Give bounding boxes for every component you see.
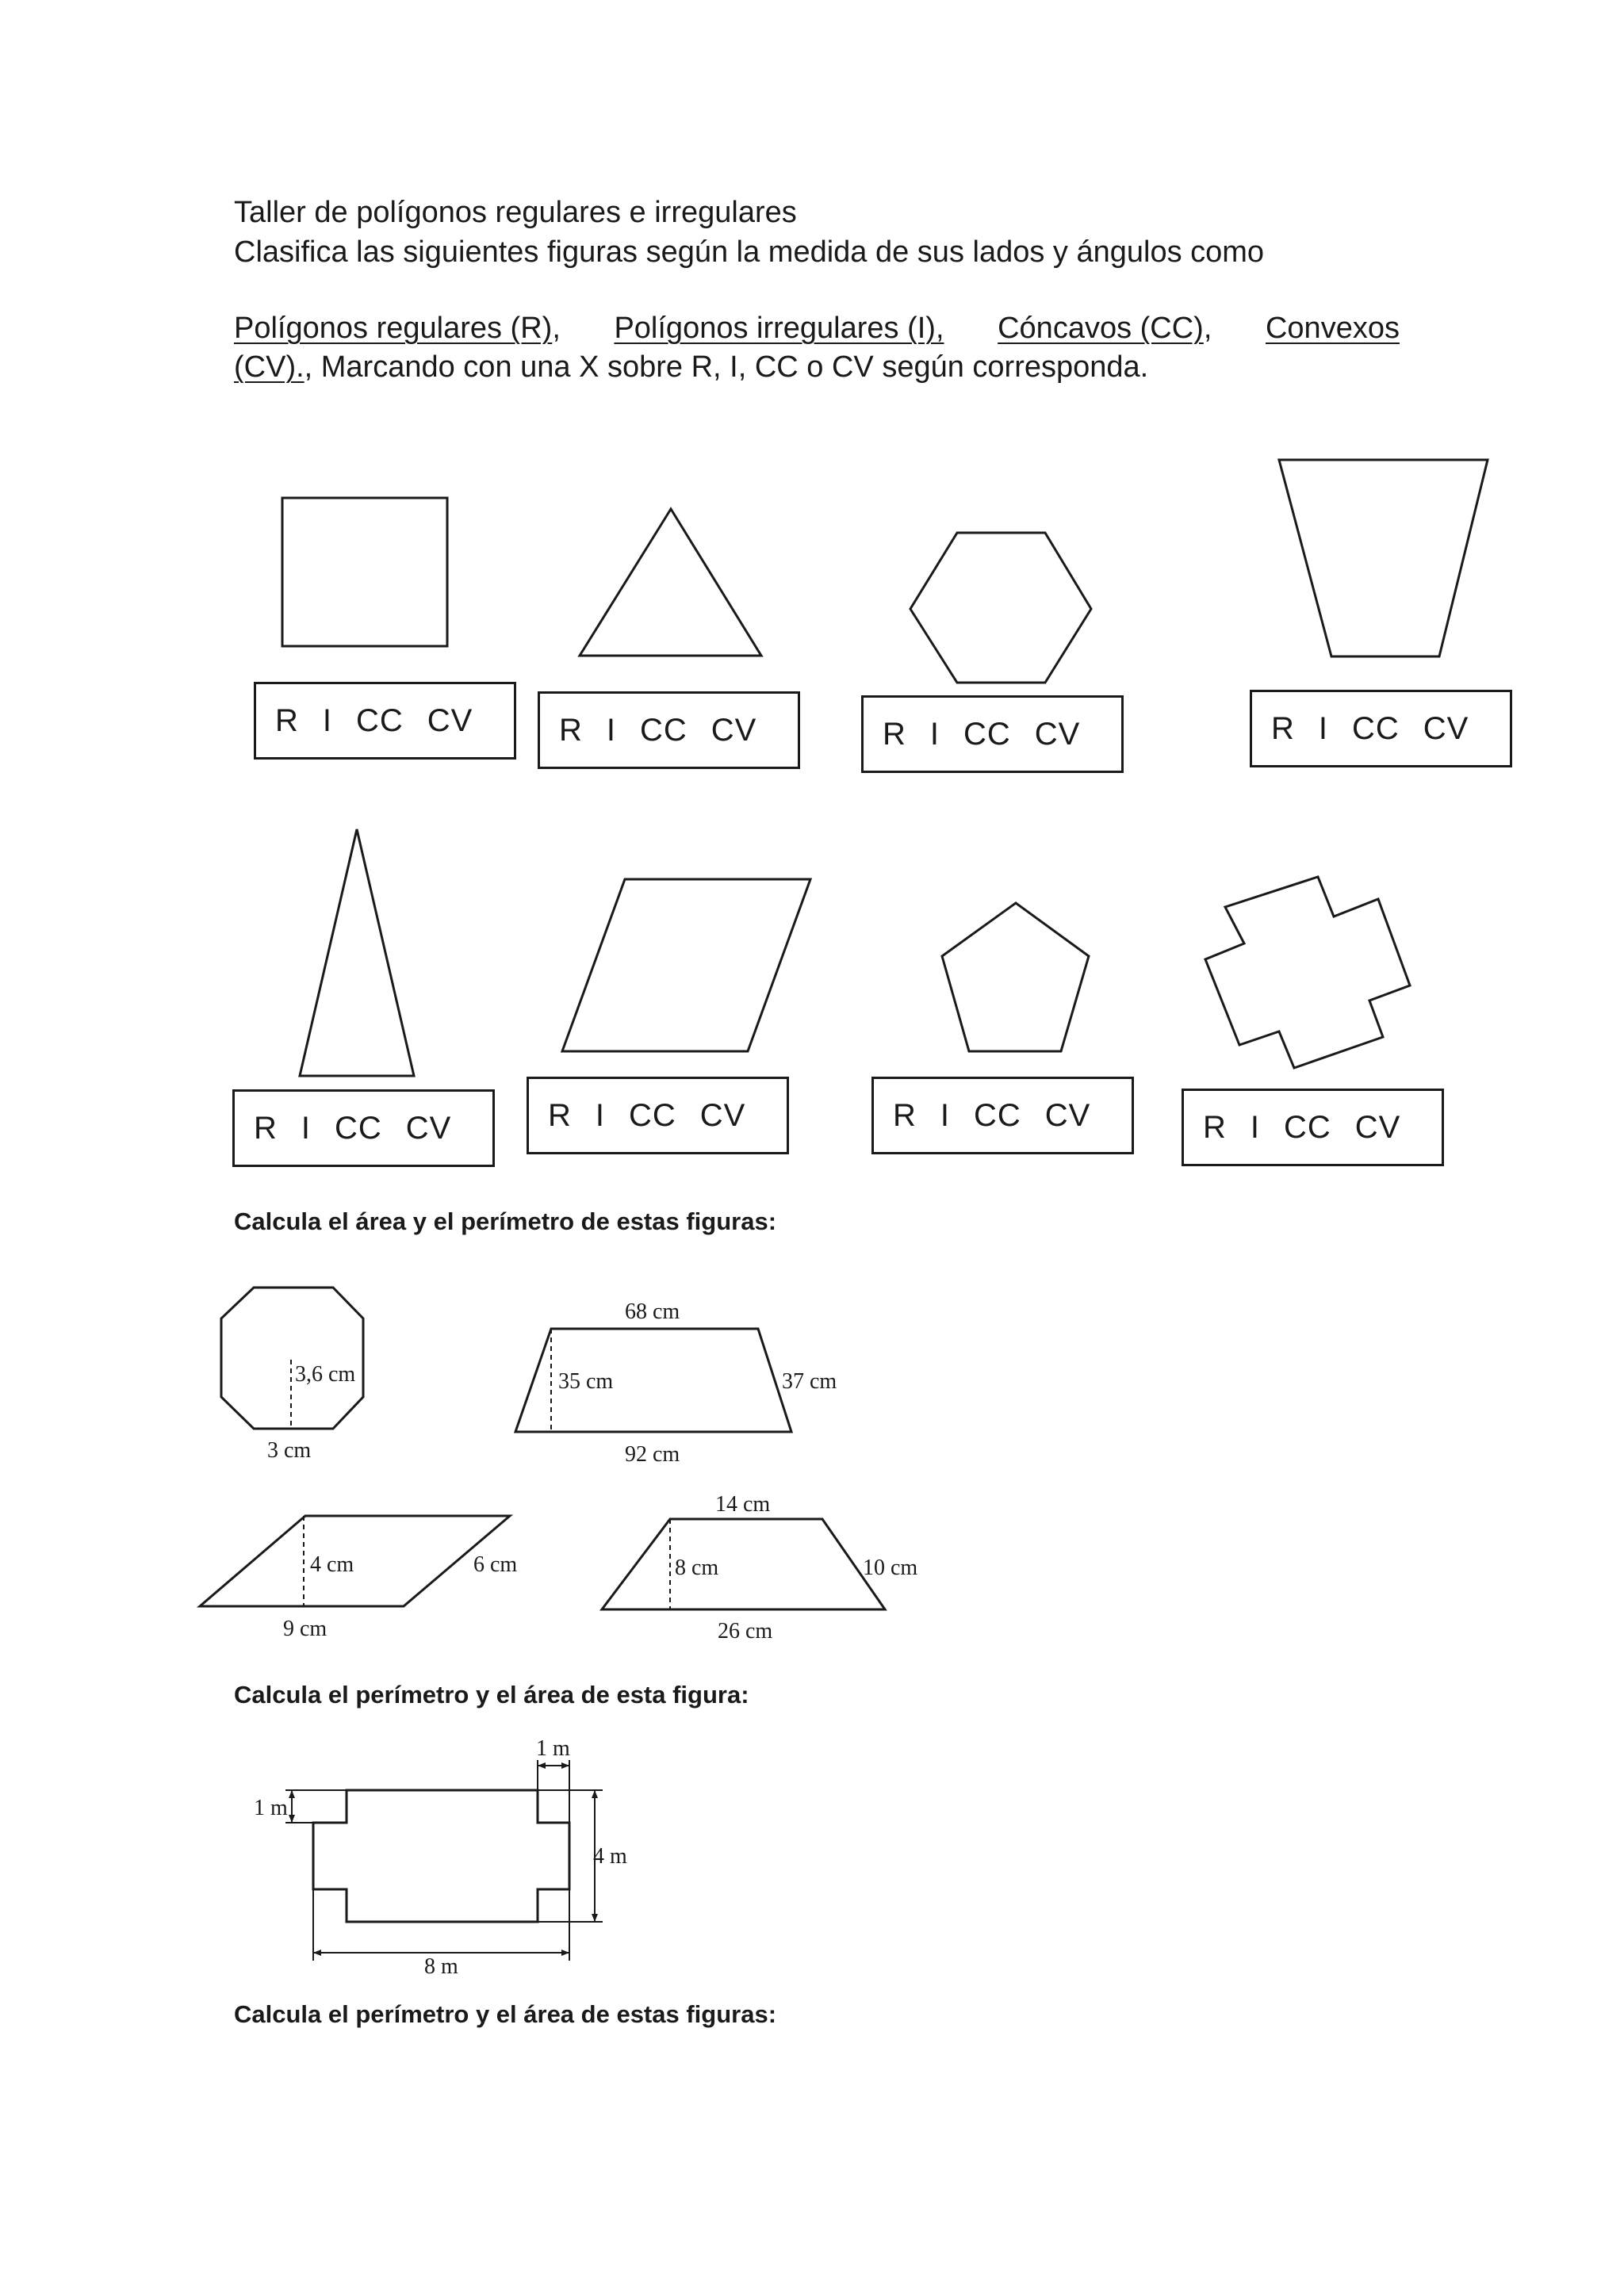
option-cv[interactable]: CV — [1034, 716, 1081, 752]
worksheet-instruction: Clasifica las siguientes figuras según la medida de sus lados y ángulos como — [234, 235, 1265, 269]
option-r[interactable]: R — [1203, 1109, 1227, 1145]
category-concave: Cóncavos (CC) — [998, 312, 1204, 345]
notch-top-label: 1 m — [536, 1736, 570, 1761]
option-i[interactable]: I — [301, 1110, 312, 1146]
arrow-icon — [313, 1950, 321, 1956]
trapezoid-a-top-label: 68 cm — [625, 1299, 680, 1324]
option-cc[interactable]: CC — [1284, 1109, 1331, 1145]
pentagon-shape — [942, 903, 1089, 1051]
parallelogram-height-label: 4 cm — [310, 1552, 354, 1577]
section-area-perimeter-title: Calcula el área y el perímetro de estas figuras: — [234, 1207, 777, 1235]
option-cv[interactable]: CV — [1044, 1097, 1091, 1133]
arrow-icon — [592, 1914, 598, 1922]
option-r[interactable]: R — [883, 716, 906, 752]
options-box-cross — [1182, 1089, 1444, 1166]
option-cc[interactable]: CC — [356, 702, 404, 738]
arrow-icon — [538, 1762, 546, 1769]
option-cc[interactable]: CC — [629, 1097, 676, 1133]
height-label: 4 m — [593, 1844, 627, 1869]
hexagon-shape — [910, 533, 1091, 683]
options-box-rhombus — [527, 1077, 789, 1154]
arrow-icon — [289, 1815, 295, 1823]
category-convex: Convexos — [1265, 312, 1400, 345]
parallelogram-base-label: 9 cm — [283, 1617, 327, 1641]
option-cc[interactable]: CC — [974, 1097, 1021, 1133]
option-r[interactable]: R — [548, 1097, 572, 1133]
section-perimeter-area-figures-title: Calcula el perímetro y el área de estas figuras: — [234, 2000, 777, 2028]
trapezoid-a-side-label: 37 cm — [782, 1369, 837, 1394]
rhombus-shape — [562, 879, 810, 1051]
option-cc[interactable]: CC — [335, 1110, 382, 1146]
option-cv[interactable]: CV — [699, 1097, 746, 1133]
category-separator: , — [1203, 312, 1212, 345]
width-label: 8 m — [424, 1954, 458, 1979]
option-r[interactable]: R — [254, 1110, 278, 1146]
option-r[interactable]: R — [1271, 710, 1295, 746]
worksheet-title: Taller de polígonos regulares e irregulares — [234, 196, 797, 229]
options-box-isosceles — [232, 1089, 495, 1167]
option-cc[interactable]: CC — [963, 716, 1011, 752]
option-r[interactable]: R — [559, 712, 583, 748]
option-cc[interactable]: CC — [640, 712, 688, 748]
arrow-icon — [561, 1762, 569, 1769]
trapezoid-b-side-label: 10 cm — [863, 1556, 918, 1580]
section-perimeter-area-title: Calcula el perímetro y el área de esta figura: — [234, 1681, 749, 1709]
trapezoid-a-base-label: 92 cm — [625, 1442, 680, 1467]
option-cc[interactable]: CC — [1352, 710, 1400, 746]
trapezoid-b-height-label: 8 cm — [675, 1556, 719, 1580]
option-i[interactable]: I — [1250, 1109, 1261, 1145]
trapezoid-b-shape — [602, 1519, 885, 1609]
option-i[interactable]: I — [1318, 710, 1329, 746]
option-i[interactable]: I — [595, 1097, 606, 1133]
arrow-icon — [561, 1950, 569, 1956]
option-i[interactable]: I — [322, 702, 333, 738]
square-shape — [282, 498, 447, 646]
option-cv[interactable]: CV — [1423, 710, 1469, 746]
option-i[interactable]: I — [940, 1097, 951, 1133]
trapezoid-b-base-label: 26 cm — [718, 1619, 773, 1644]
option-cv[interactable]: CV — [427, 702, 473, 738]
octagon-shape — [221, 1288, 363, 1429]
option-r[interactable]: R — [893, 1097, 917, 1133]
trapezoid-a-height-label: 35 cm — [558, 1369, 614, 1394]
inverted-trapezoid-shape — [1279, 460, 1488, 656]
options-box-pentagon — [871, 1077, 1134, 1154]
option-i[interactable]: I — [606, 712, 617, 748]
marking-text: , Marcando con una X sobre R, I, CC o CV según corresponda. — [304, 350, 1149, 384]
parallelogram-side-label: 6 cm — [473, 1552, 518, 1577]
category-regular: Polígonos regulares (R) — [234, 312, 553, 345]
category-convex-abbr: (CV). — [234, 350, 304, 384]
option-i[interactable]: I — [929, 716, 940, 752]
arrow-icon — [592, 1790, 598, 1798]
octagon-side-label-value: 3 cm — [267, 1438, 312, 1463]
cross-shape — [1205, 877, 1410, 1068]
category-irregular: Polígonos irregulares (I), — [614, 312, 944, 345]
equilateral-triangle-shape — [580, 509, 761, 656]
option-cv[interactable]: CV — [405, 1110, 452, 1146]
trapezoid-b-top-label: 14 cm — [715, 1492, 771, 1517]
octagon-apothem-label: 3,6 cm — [295, 1362, 356, 1387]
options-box-triangle — [538, 691, 800, 769]
option-r[interactable]: R — [275, 702, 299, 738]
isosceles-triangle-shape — [300, 829, 414, 1076]
option-cv[interactable]: CV — [1354, 1109, 1401, 1145]
options-box-trapezoid — [1250, 690, 1512, 767]
parallelogram-shape — [200, 1516, 510, 1606]
options-box-square — [254, 682, 516, 760]
arrow-icon — [289, 1790, 295, 1798]
notch-left-label: 1 m — [254, 1796, 288, 1820]
category-separator: , — [552, 312, 561, 345]
option-cv[interactable]: CV — [710, 712, 757, 748]
stepped-figure-shape — [313, 1790, 569, 1922]
options-box-hexagon — [861, 695, 1124, 773]
trapezoid-a-shape — [515, 1329, 791, 1432]
